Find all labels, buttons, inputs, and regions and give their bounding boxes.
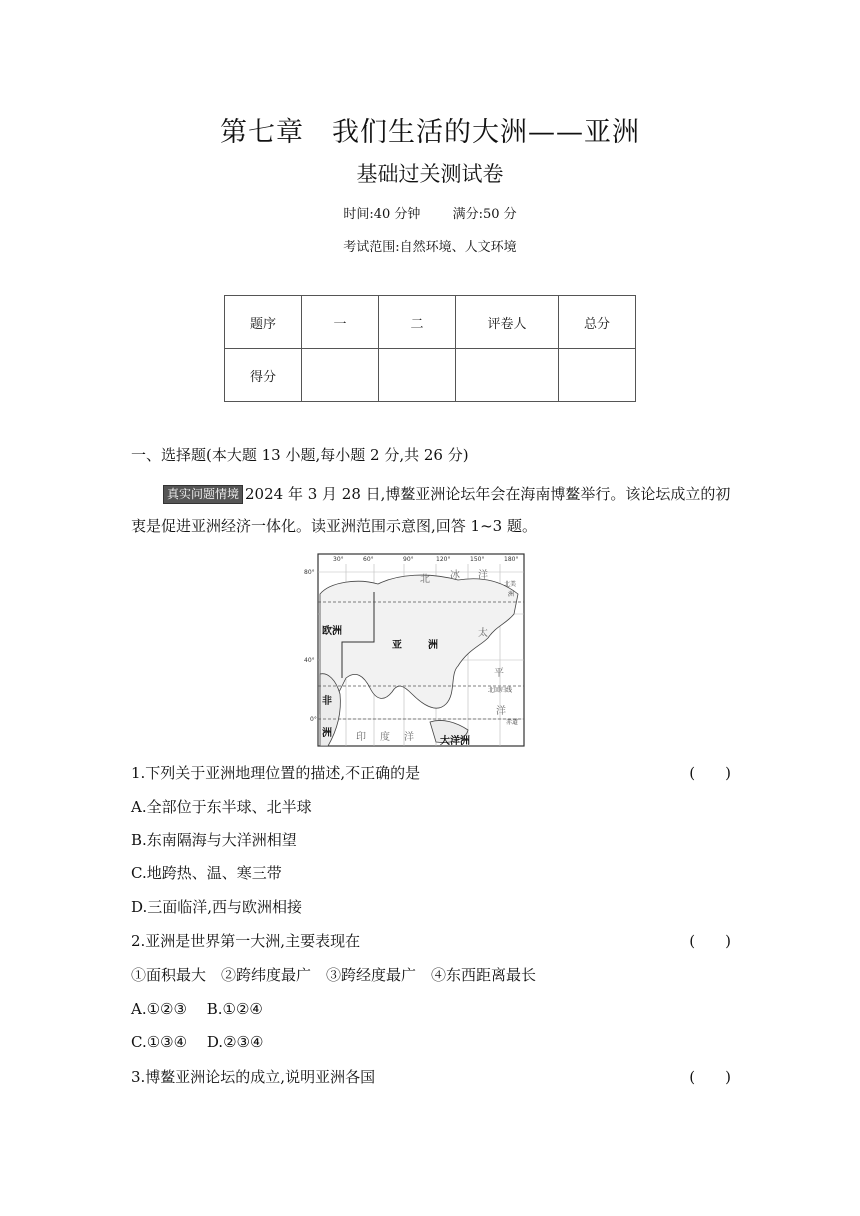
score-table-header-row xyxy=(225,296,636,349)
map-label-pacific: 太 xyxy=(478,628,488,639)
map-label-oceania: 大洋洲 xyxy=(440,736,470,747)
answer-bracket[interactable]: ( ) xyxy=(689,764,731,782)
score-row-label: 得分 xyxy=(225,349,302,402)
lat-label: 80° xyxy=(304,569,315,576)
score-header-cell: 总分 xyxy=(559,296,636,349)
map-label-pacific: 平 xyxy=(494,668,504,679)
exam-scope: 考试范围:自然环境、人文环境 xyxy=(343,240,517,255)
question-stem: 1.下列关于亚洲地理位置的描述,不正确的是 xyxy=(131,764,421,782)
map-label-north-america: 洲 xyxy=(508,591,515,598)
exam-full-score: 满分:50 分 xyxy=(452,207,517,222)
map-label-arctic: 洋 xyxy=(478,570,488,581)
option-c[interactable]: C.地跨热、温、寒三带 xyxy=(131,864,282,882)
option-cd[interactable]: C.①③④ D.②③④ xyxy=(131,1033,264,1051)
section-heading: 一、选择题(本大题 13 小题,每小题 2 分,共 26 分) xyxy=(131,446,469,464)
answer-bracket[interactable]: ( ) xyxy=(689,932,731,950)
score-header-cell: 评卷人 xyxy=(456,296,559,349)
map-label-africa: 非 xyxy=(322,696,332,707)
option-b[interactable]: B.东南隔海与大洋洲相望 xyxy=(131,831,297,849)
lon-label: 180° xyxy=(504,556,519,563)
exam-meta xyxy=(0,203,860,222)
lon-label: 30° xyxy=(333,556,344,563)
question-stem: 3.博鳌亚洲论坛的成立,说明亚洲各国 xyxy=(131,1068,376,1086)
question-1 xyxy=(131,762,731,783)
map-label-asia: 洲 xyxy=(428,640,438,651)
option-ab[interactable]: A.①②③ B.①②④ xyxy=(131,1000,263,1018)
lat-label: 40° xyxy=(304,657,315,664)
lon-label: 60° xyxy=(363,556,374,563)
lat-label: 0° xyxy=(310,716,317,723)
real-context-badge: 真实问题情境 xyxy=(163,485,243,504)
option-a[interactable]: A.全部位于东半球、北半球 xyxy=(131,798,312,816)
score-header-cell: 二 xyxy=(379,296,456,349)
page-subtitle: 基础过关测试卷 xyxy=(356,162,504,186)
map-label-equator: 赤道 xyxy=(506,719,519,726)
lon-label: 90° xyxy=(403,556,414,563)
lon-label: 120° xyxy=(436,556,451,563)
score-header-cell: 一 xyxy=(302,296,379,349)
answer-bracket[interactable]: ( ) xyxy=(689,1068,731,1086)
question-2 xyxy=(131,930,731,951)
map-label-pacific: 洋 xyxy=(496,706,506,717)
lon-label: 150° xyxy=(470,556,485,563)
asia-map xyxy=(304,554,524,747)
map-label-arctic: 北 xyxy=(420,574,430,585)
intro-text: 2024 年 3 月 28 日,博鳌亚洲论坛年会在海南博鳌举行。该论坛成立的初衷是促进亚洲经济一体化。读亚洲范围示意图,回答 1~3 题。 xyxy=(131,485,731,535)
exam-time: 时间:40 分钟 xyxy=(343,207,421,222)
score-cell[interactable] xyxy=(456,349,559,402)
question-stem: 2.亚洲是世界第一大洲,主要表现在 xyxy=(131,932,361,950)
score-cell[interactable] xyxy=(379,349,456,402)
map-label-indian: 度 xyxy=(380,732,390,743)
question-items: ①面积最大 ②跨纬度最广 ③跨经度最广 ④东西距离最长 xyxy=(131,966,537,984)
option-d[interactable]: D.三面临洋,西与欧洲相接 xyxy=(131,898,303,916)
map-label-africa: 洲 xyxy=(322,728,332,739)
map-label-north-america: 北美 xyxy=(504,581,517,588)
question-intro xyxy=(131,478,731,542)
question-3 xyxy=(131,1066,731,1087)
map-label-asia: 亚 xyxy=(392,640,402,651)
page-title: 第七章 我们生活的大洲——亚洲 xyxy=(220,117,640,148)
score-header-cell: 题序 xyxy=(225,296,302,349)
score-cell[interactable] xyxy=(559,349,636,402)
map-label-europe: 欧洲 xyxy=(322,626,342,637)
map-label-indian: 印 xyxy=(356,732,366,743)
map-label-arctic: 冰 xyxy=(450,570,460,581)
score-table-row xyxy=(225,349,636,402)
score-table xyxy=(224,295,636,402)
score-cell[interactable] xyxy=(302,349,379,402)
map-label-tropic: 北回归线 xyxy=(488,687,513,694)
map-label-indian: 洋 xyxy=(404,732,414,743)
